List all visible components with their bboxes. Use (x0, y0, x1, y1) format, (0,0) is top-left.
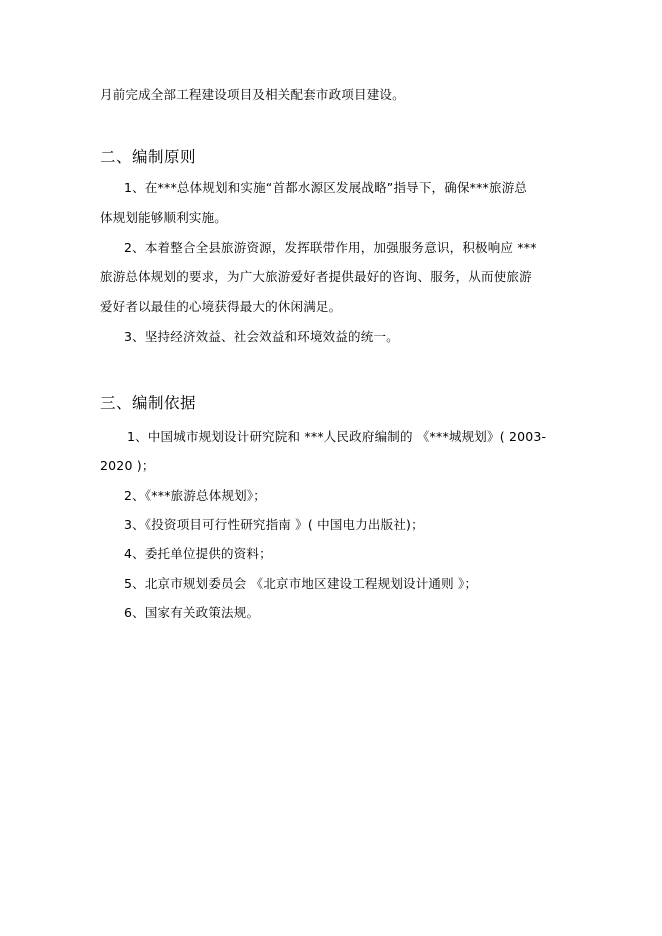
principle-3-line-1: 3、坚持经济效益、社会效益和环境效益的统一。 (124, 329, 399, 344)
reference-3: 3、《投资项目可行性研究指南 》( 中国电力出版社)； (124, 517, 424, 532)
principle-2-line-3: 爱好者以最佳的心境获得最大的休闲满足。 (100, 299, 342, 314)
reference-2: 2、《***旅游总体规划》； (124, 488, 267, 503)
carryover-paragraph-line: 月前完成全部工程建设项目及相关配套市政项目建设。 (100, 87, 405, 102)
reference-5: 5、北京市规划委员会 《北京市地区建设工程规划设计通则 》； (124, 576, 478, 591)
reference-1-line-1: 1、中国城市规划设计研究院和 ***人民政府编制的 《***城规划》( 2003- (127, 429, 547, 444)
reference-6: 6、国家有关政策法规。 (124, 605, 260, 620)
reference-1-line-2: 2020 )； (100, 458, 155, 473)
reference-4: 4、委托单位提供的资料； (124, 546, 272, 561)
principle-1-line-1: 1、在***总体规划和实施“首都水源区发展战略”指导下，确保***旅游总 (124, 180, 528, 195)
section-heading-principles: 二、编制原则 (100, 148, 197, 166)
principle-1-line-2: 体规划能够顺利实施。 (100, 210, 228, 225)
section-heading-basis: 三、编制依据 (100, 394, 197, 412)
principle-2-line-1: 2、本着整合全县旅游资源，发挥联带作用，加强服务意识，积极响应 *** (124, 240, 537, 255)
principle-2-line-2: 旅游总体规划的要求，为广大旅游爱好者提供最好的咨询、服务，从而使旅游 (100, 269, 532, 284)
